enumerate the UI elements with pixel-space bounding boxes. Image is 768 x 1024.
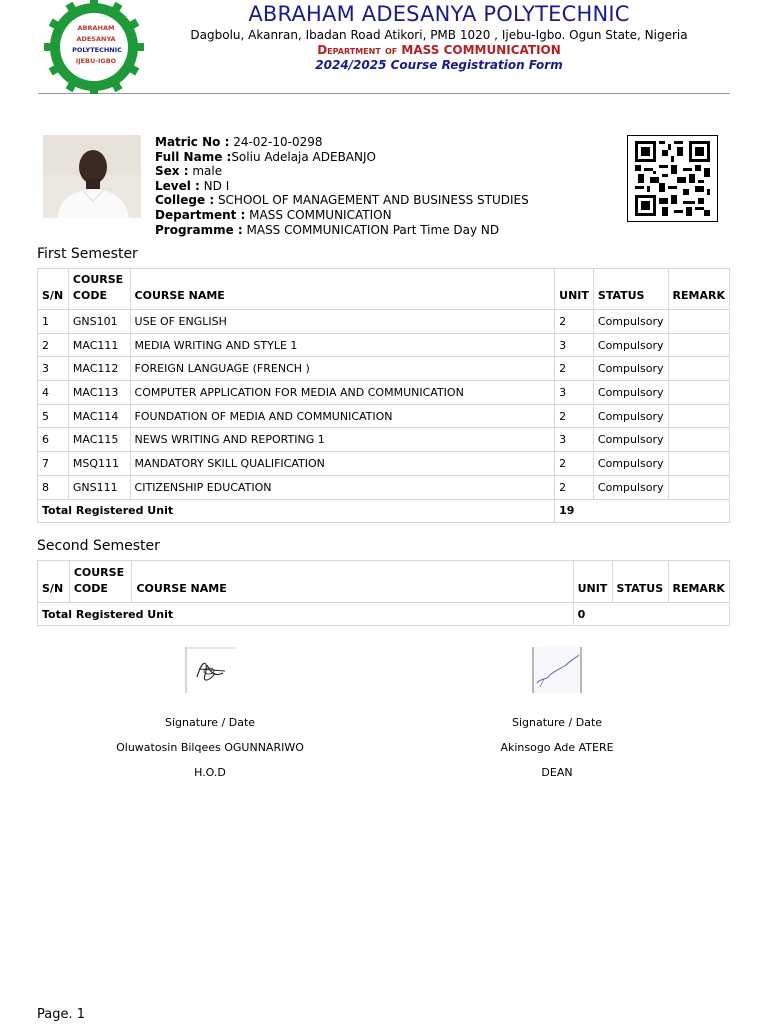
total-row bbox=[38, 499, 730, 522]
table-header-row bbox=[38, 269, 730, 310]
header-code-line2: CODE bbox=[72, 289, 107, 302]
department-row bbox=[155, 208, 529, 223]
hod-signature-caption: Signature / Date bbox=[164, 716, 256, 729]
cell-code: MAC112 bbox=[68, 357, 130, 381]
cell-sn: 7 bbox=[38, 452, 69, 476]
cell-name: FOREIGN LANGUAGE (FRENCH ) bbox=[130, 357, 555, 381]
logo-text-line: ABRAHAM bbox=[77, 24, 115, 32]
college-row bbox=[155, 193, 529, 208]
cell-code: MAC113 bbox=[68, 381, 130, 405]
qr-code-icon bbox=[635, 141, 710, 216]
cell-status: Compulsory bbox=[593, 475, 668, 499]
matric-value: 24-02-10-0298 bbox=[229, 135, 323, 149]
logo-text-line: POLYTECHNIC bbox=[72, 46, 122, 54]
cell-remark bbox=[668, 475, 729, 499]
cell-name: NEWS WRITING AND REPORTING 1 bbox=[130, 428, 555, 452]
cell-sn: 1 bbox=[38, 310, 69, 334]
first-semester-title: First Semester bbox=[37, 246, 138, 262]
cell-sn: 4 bbox=[38, 381, 69, 405]
header-code-line1: COURSE bbox=[73, 566, 125, 579]
institution-name: ABRAHAM ADESANYA POLYTECHNIC bbox=[248, 2, 630, 26]
header-course-name: COURSE NAME bbox=[132, 561, 573, 603]
total-label: Total Registered Unit bbox=[38, 499, 555, 522]
dean-signature-block bbox=[437, 647, 677, 779]
header-code-line2: CODE bbox=[73, 582, 108, 595]
department-heading bbox=[148, 43, 730, 57]
cell-remark bbox=[668, 404, 729, 428]
cell-remark bbox=[668, 452, 729, 476]
header-course-name: COURSE NAME bbox=[130, 269, 555, 310]
cell-remark bbox=[668, 310, 729, 334]
cell-status: Compulsory bbox=[593, 357, 668, 381]
cell-sn: 5 bbox=[38, 404, 69, 428]
cell-code: GNS111 bbox=[68, 475, 130, 499]
matric-label: Matric No : bbox=[155, 135, 230, 149]
cell-remark bbox=[668, 333, 729, 357]
total-label: Total Registered Unit bbox=[38, 603, 574, 626]
matric-row bbox=[155, 135, 529, 150]
dean-signature-caption: Signature / Date bbox=[511, 716, 603, 729]
level-row bbox=[155, 179, 529, 194]
table-row bbox=[38, 475, 730, 499]
cell-status: Compulsory bbox=[593, 404, 668, 428]
department-prefix: Department of bbox=[317, 43, 398, 57]
student-details bbox=[155, 135, 529, 237]
qr-code bbox=[627, 135, 718, 222]
hod-name: Oluwatosin Bilqees OGUNNARIWO bbox=[116, 741, 304, 754]
polytechnic-logo bbox=[40, 0, 148, 94]
cell-sn: 8 bbox=[38, 475, 69, 499]
logo-text-line: IJEBU-IGBO bbox=[75, 57, 117, 65]
cell-unit: 2 bbox=[555, 475, 594, 499]
table-row bbox=[38, 333, 730, 357]
sex-row bbox=[155, 164, 529, 179]
page-number: Page. 1 bbox=[37, 1007, 86, 1022]
cell-unit: 2 bbox=[555, 357, 594, 381]
college-value: SCHOOL OF MANAGEMENT AND BUSINESS STUDIES bbox=[214, 193, 529, 208]
header-unit: UNIT bbox=[555, 269, 594, 310]
header-course-code bbox=[69, 561, 132, 603]
cell-code: MAC115 bbox=[68, 428, 130, 452]
cell-unit: 3 bbox=[555, 333, 594, 357]
cell-status: Compulsory bbox=[593, 428, 668, 452]
cell-status: Compulsory bbox=[593, 310, 668, 334]
cell-unit: 3 bbox=[555, 428, 594, 452]
cell-code: GNS101 bbox=[68, 310, 130, 334]
cell-status: Compulsory bbox=[593, 452, 668, 476]
cell-code: MSQ111 bbox=[68, 452, 130, 476]
header-sn: S/N bbox=[38, 561, 70, 603]
dean-signature-image bbox=[532, 647, 582, 693]
level-value: ND I bbox=[199, 178, 230, 193]
college-label: College : bbox=[155, 193, 215, 208]
header-remark: REMARK bbox=[668, 561, 730, 603]
fullname-label: Full Name : bbox=[155, 149, 232, 164]
cell-sn: 2 bbox=[38, 333, 69, 357]
table-row bbox=[38, 404, 730, 428]
student-photo bbox=[43, 135, 141, 218]
cell-unit: 2 bbox=[555, 310, 594, 334]
cell-unit: 3 bbox=[555, 381, 594, 405]
programme-value: MASS COMMUNICATION Part Time Day ND bbox=[242, 222, 500, 237]
fullname-row bbox=[155, 150, 529, 165]
institution-address: Dagbolu, Akanran, Ibadan Road Atikori, PMB 1020 , Ijebu-Igbo. Ogun State, Nigeria bbox=[190, 28, 688, 42]
first-semester-table bbox=[37, 268, 730, 523]
table-row bbox=[38, 357, 730, 381]
cell-remark bbox=[668, 381, 729, 405]
header-code-line1: COURSE bbox=[72, 273, 124, 286]
logo-text-line: ADESANYA bbox=[76, 35, 116, 43]
document-header bbox=[38, 0, 730, 94]
table-header-row bbox=[38, 561, 730, 603]
sex-label: Sex : bbox=[155, 164, 189, 179]
table-row bbox=[38, 310, 730, 334]
dean-role: DEAN bbox=[541, 766, 573, 779]
dean-name: Akinsogo Ade ATERE bbox=[500, 741, 614, 754]
fullname-value: Soliu Adelaja ADEBANJO bbox=[231, 149, 376, 164]
programme-row bbox=[155, 223, 529, 238]
total-value: 0 bbox=[573, 603, 729, 626]
cell-status: Compulsory bbox=[593, 333, 668, 357]
department-name: MASS COMMUNICATION bbox=[401, 43, 561, 57]
cell-name: FOUNDATION OF MEDIA AND COMMUNICATION bbox=[130, 404, 555, 428]
cell-code: MAC111 bbox=[68, 333, 130, 357]
header-status: STATUS bbox=[593, 269, 668, 310]
form-title: 2024/2025 Course Registration Form bbox=[315, 58, 563, 72]
cell-unit: 2 bbox=[555, 404, 594, 428]
department-label: Department : bbox=[155, 207, 246, 222]
header-sn: S/N bbox=[38, 269, 69, 310]
cell-unit: 2 bbox=[555, 452, 594, 476]
second-semester-table bbox=[37, 560, 730, 626]
table-row bbox=[38, 381, 730, 405]
department-value: MASS COMMUNICATION bbox=[245, 207, 392, 222]
sex-value: male bbox=[188, 164, 223, 179]
table-row bbox=[38, 452, 730, 476]
hod-signature-image bbox=[185, 647, 235, 693]
hod-role: H.O.D bbox=[194, 766, 226, 779]
cell-name: MANDATORY SKILL QUALIFICATION bbox=[130, 452, 555, 476]
header-unit: UNIT bbox=[573, 561, 612, 603]
cell-remark bbox=[668, 357, 729, 381]
cell-name: USE OF ENGLISH bbox=[130, 310, 555, 334]
level-label: Level : bbox=[155, 178, 200, 193]
cell-status: Compulsory bbox=[593, 381, 668, 405]
cell-remark bbox=[668, 428, 729, 452]
programme-label: Programme : bbox=[155, 222, 243, 237]
cell-sn: 3 bbox=[38, 357, 69, 381]
second-semester-title: Second Semester bbox=[37, 538, 160, 554]
cell-name: COMPUTER APPLICATION FOR MEDIA AND COMMUNICATION bbox=[130, 381, 555, 405]
cell-name: CITIZENSHIP EDUCATION bbox=[130, 475, 555, 499]
hod-signature-block bbox=[90, 647, 330, 779]
cell-sn: 6 bbox=[38, 428, 69, 452]
total-value: 19 bbox=[555, 499, 730, 522]
cell-code: MAC114 bbox=[68, 404, 130, 428]
cell-name: MEDIA WRITING AND STYLE 1 bbox=[130, 333, 555, 357]
table-row bbox=[38, 428, 730, 452]
total-row bbox=[38, 603, 730, 626]
header-course-code bbox=[68, 269, 130, 310]
header-status: STATUS bbox=[612, 561, 668, 603]
header-remark: REMARK bbox=[668, 269, 729, 310]
